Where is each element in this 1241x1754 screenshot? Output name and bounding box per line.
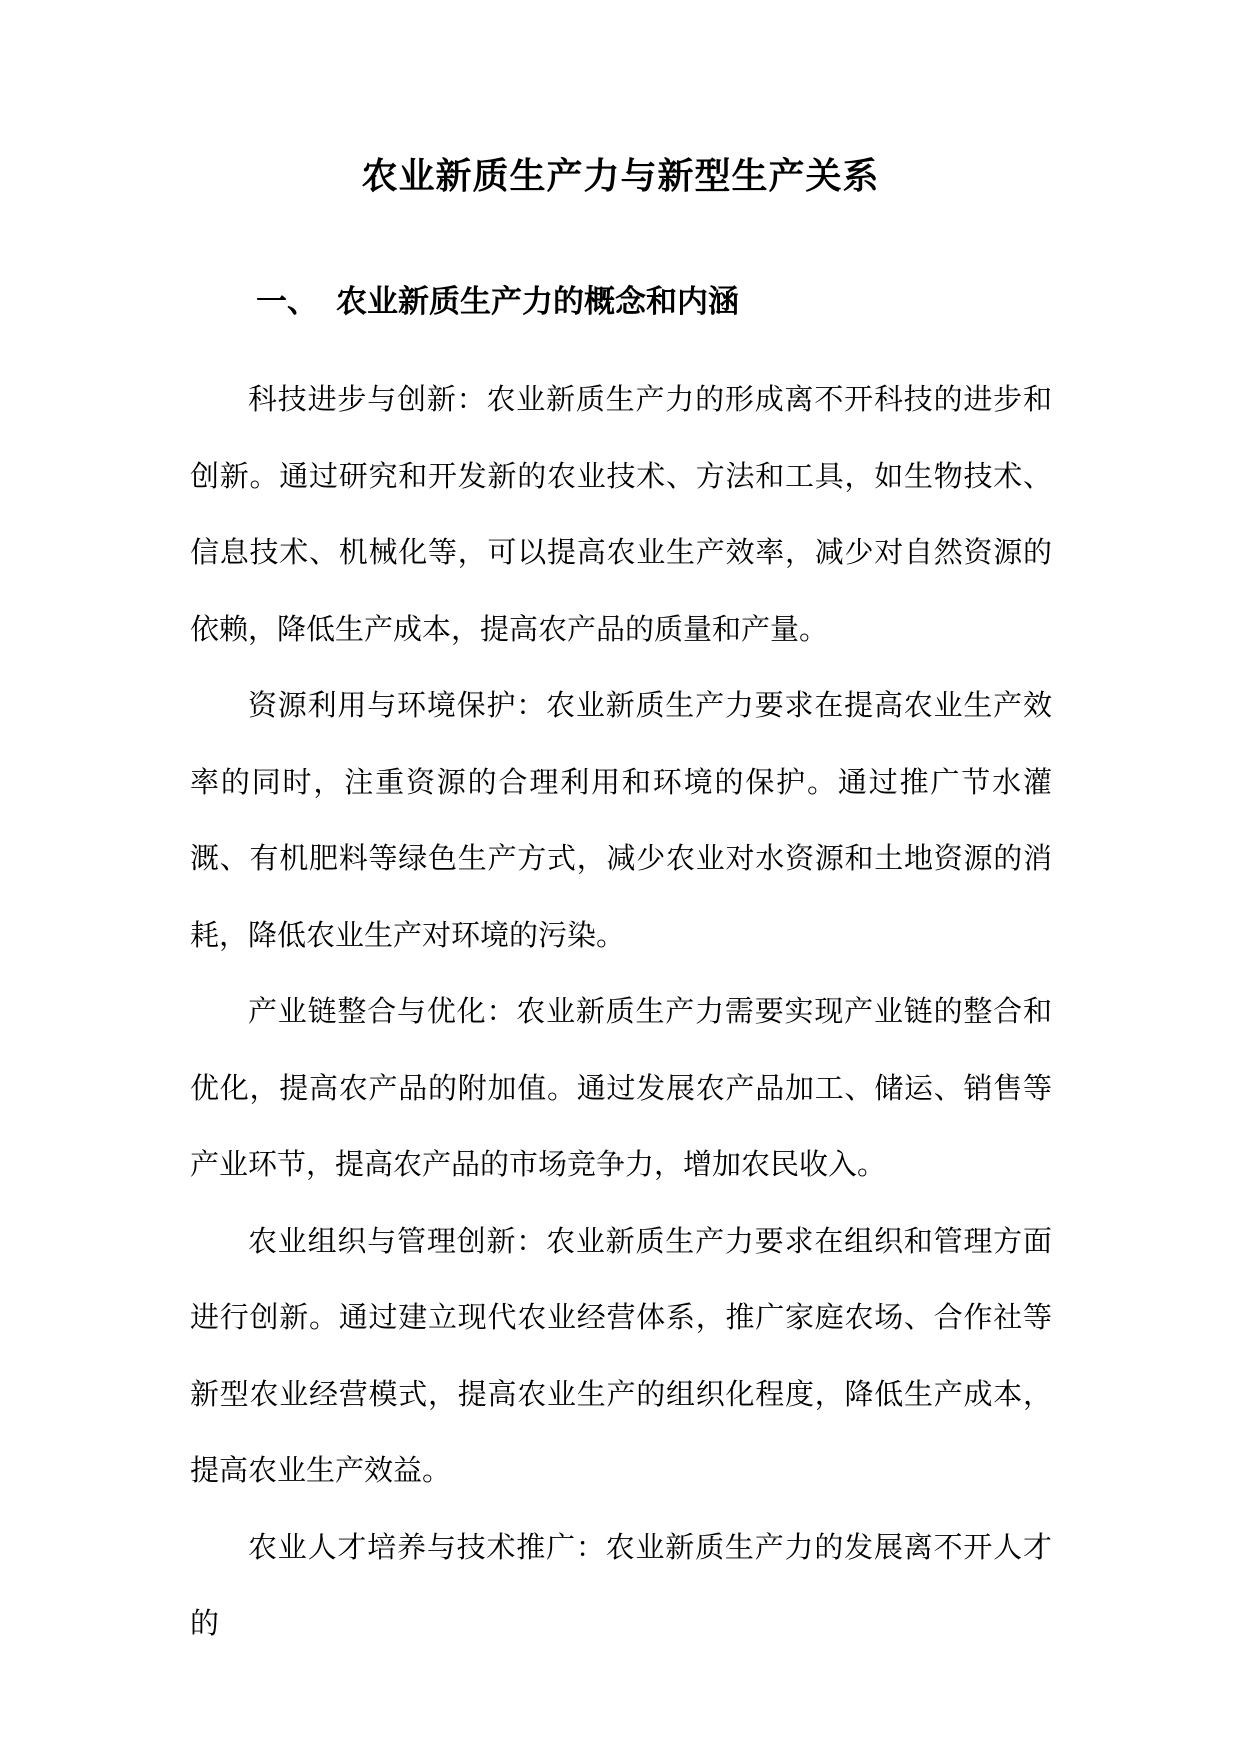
section-number: 一、 — [256, 284, 318, 320]
paragraph-resource-environment: 资源利用与环境保护：农业新质生产力要求在提高农业生产效率的同时，注重资源的合理利用和环境的保护。通过推广节水灌溉、有机肥料等绿色生产方式，减少农业对水资源和土地资源的消耗，降低农业生产对环境的污染。 — [190, 688, 1052, 952]
paragraph-tech-innovation: 科技进步与创新：农业新质生产力的形成离不开科技的进步和创新。通过研究和开发新的农业技术、方法和工具，如生物技术、信息技术、机械化等，可以提高农业生产效率，减少对自然资源的依赖，降低生产成本，提高农产品的质量和产量。 — [190, 382, 1052, 646]
body-text — [190, 361, 1052, 1662]
section-heading — [256, 278, 739, 326]
section-title: 农业新质生产力的概念和内涵 — [336, 284, 739, 320]
paragraph-industry-chain: 产业链整合与优化：农业新质生产力需要实现产业链的整合和优化，提高农产品的附加值。通过发展农产品加工、储运、销售等产业环节，提高农产品的市场竞争力，增加农民收入。 — [190, 994, 1052, 1181]
paragraph-organization-management: 农业组织与管理创新：农业新质生产力要求在组织和管理方面进行创新。通过建立现代农业经营体系，推广家庭农场、合作社等新型农业经营模式，提高农业生产的组织化程度，降低生产成本，提高农业生产效益。 — [190, 1223, 1052, 1487]
document-title: 农业新质生产力与新型生产关系 — [361, 155, 880, 197]
paragraph-talent-training: 农业人才培养与技术推广：农业新质生产力的发展离不开人才的 — [190, 1529, 1052, 1640]
